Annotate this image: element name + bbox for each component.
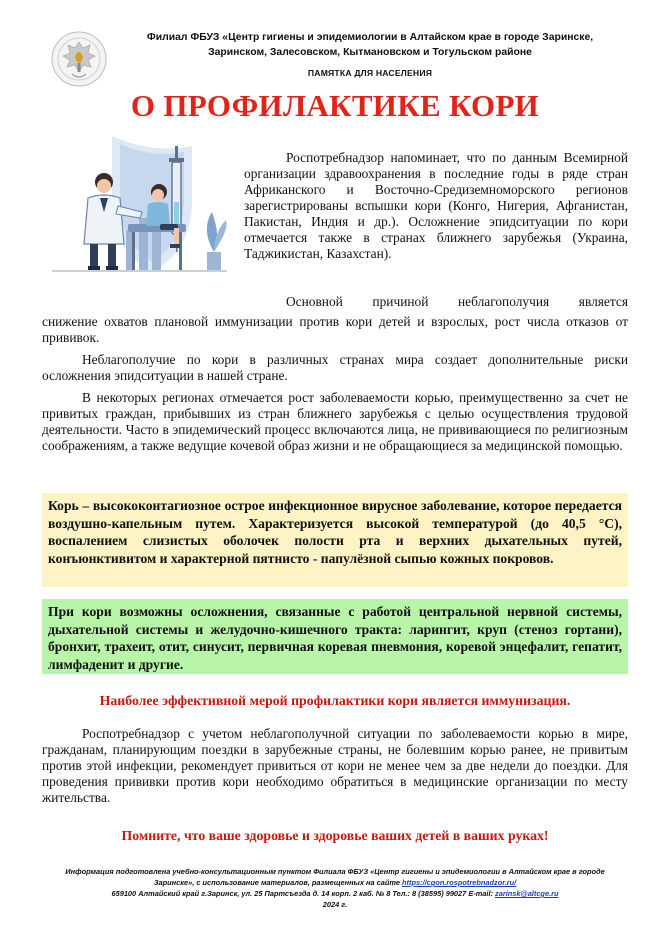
organization-name: Филиал ФБУЗ «Центр гигиены и эпидемиологии в Алтайском крае в городе Заринске, Заринском, Залесовском, Кытмановском и Тогульском районе — [146, 32, 594, 58]
intro-paragraph: Роспотребнадзор напоминает, что по данным Всемирной организации здравоохранения в последние годы в ряде стран Африканского и Восточно-Средиземноморского регионов зарегистрированы вспышки кори (Конго, Нигерия, Афганистан, Пакистан, Индия и др.). Осложнение эпидситуации по кори отмечается также в странах ближнего зарубежья (Украина, Таджикистан, Казахстан). — [244, 150, 628, 261]
closing-statement: Помните, что ваше здоровье и здоровье ваших детей в ваших руках! — [121, 828, 549, 843]
footer-source-text: Заринске», с использование материалов, размещенных на сайте — [153, 878, 400, 887]
footer-line-1: Информация подготовлена учебно-консультационным пунктом Филиала ФБУЗ «Центр гигиены и эпидемиологии в Алтайском крае в городе — [65, 867, 605, 876]
footer-line-2 — [42, 877, 628, 888]
complications-box: При кори возможны осложнения, связанные с работой центральной нервной системы, дыхательной системы и желудочно-кишечного тракта: ларингит, круп (стеноз гортани), бронхит, трахеит, отит, синусит, первичная коревая пневмония, коревой энцефалит, гепатит, лимфаденит и другие. — [42, 599, 628, 674]
footer-line-3 — [42, 888, 628, 899]
page-title: О ПРОФИЛАКТИКЕ КОРИ — [130, 88, 540, 123]
memo-label: ПАМЯТКА ДЛЯ НАСЕЛЕНИЯ — [307, 68, 433, 78]
paragraph-3: В некоторых регионах отмечается рост заболеваемости корью, преимущественно за счет не привитых граждан, прибывших из стран ближнего зарубежья с целью осуществления трудовой деятельности. Часто в эпидемический процесс включаются лица, не прививающиеся по религиозным соображениям, а также ведущие кочевой образ жизни и не обращающиеся за медицинской помощью. — [42, 390, 628, 453]
paragraph-2: Неблагополучие по кори в различных странах мира создает дополнительные риски осложнения эпидситуации в нашей стране. — [42, 352, 628, 383]
footer-website-link[interactable]: https://cgon.rospotrebnadzor.ru/ — [402, 878, 517, 887]
paragraph-1-start: Основной причиной неблагополучия является — [286, 294, 628, 309]
measles-definition-box: Корь – высококонтагиозное острое инфекционное вирусное заболевание, которое передается воздушно-капельным путем. Характеризуется высокой температурой (до 40,5 °С), воспалением слизистых оболочек полости рта и верхних дыхательных путей, конъюнктивитом и характерной пятнисто - папулёзной сыпью кожных покровов. — [42, 493, 628, 587]
footer-year: 2024 г. — [322, 900, 348, 909]
footer-address-text: 659100 Алтайский край г.Заринск, ул. 25 Партсъезда д. 14 корп. 2 каб. № 8 Тел.: 8 (38595) 99027 E-mail: — [111, 889, 493, 898]
immunization-statement: Наиболее эффективной мерой профилактики кори является иммунизация. — [99, 693, 571, 708]
rospotrebnadzor-emblem-icon — [50, 30, 108, 88]
footer — [42, 866, 628, 910]
paragraph-4: Роспотребнадзор с учетом неблагополучной ситуации по заболеваемости корью в мире, гражданам, планирующим поездки в зарубежные страны, не болевшим корью ранее, не привитым против этой инфекции, рекомендует привиться от кори не менее чем за две недели до поездки. Для проведения прививки против кори необходимо обратиться в медицинские организации по месту жительства. — [42, 726, 628, 805]
footer-email-link[interactable]: zarinsk@altcge.ru — [495, 889, 559, 898]
paragraph-1-rest: снижение охватов плановой иммунизации против кори детей и взрослых, рост числа отказов от прививок. — [42, 314, 628, 345]
doctor-child-vaccination-illustration — [42, 132, 234, 284]
